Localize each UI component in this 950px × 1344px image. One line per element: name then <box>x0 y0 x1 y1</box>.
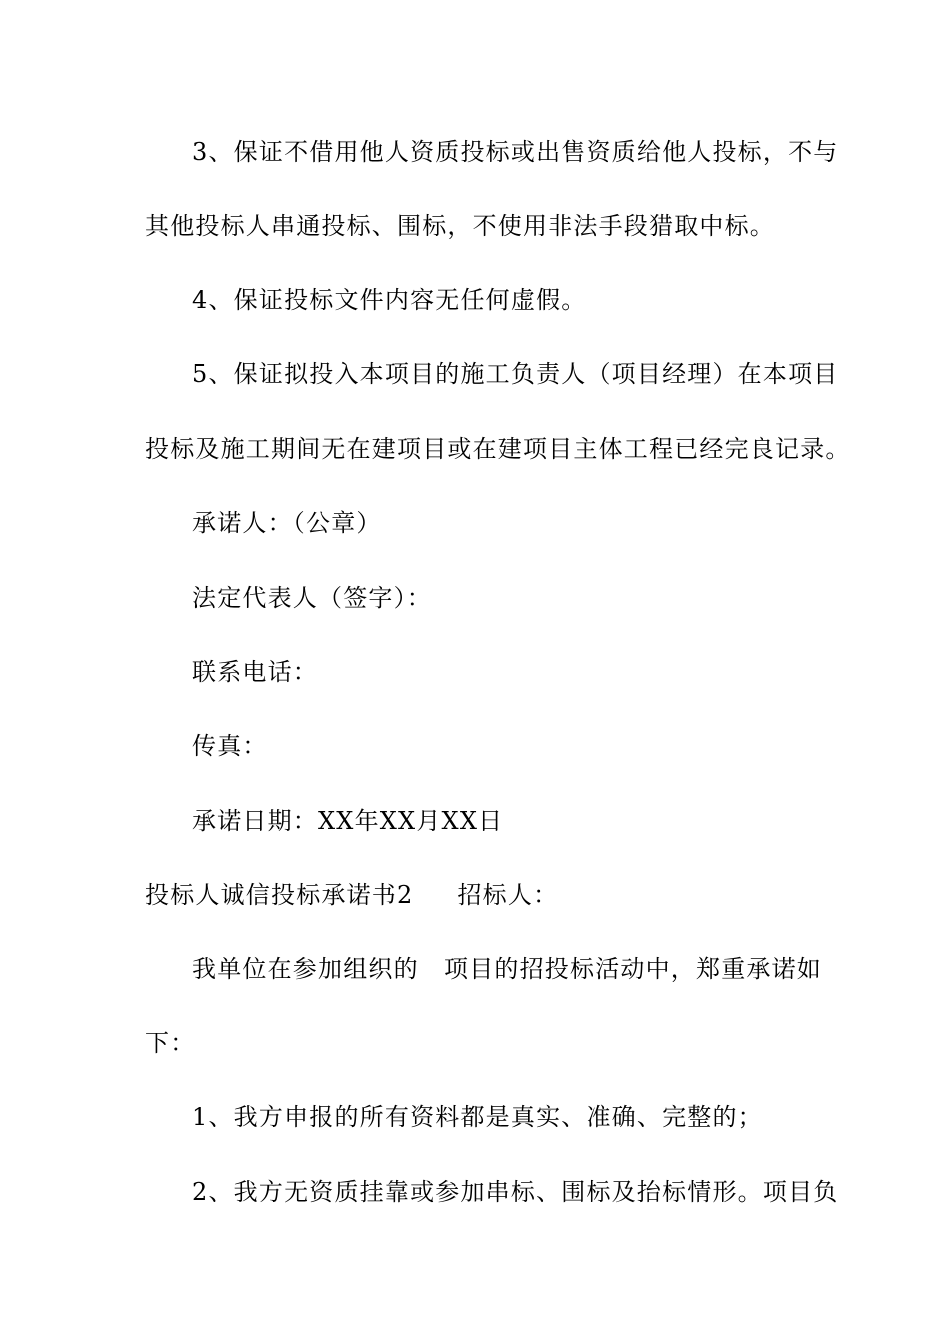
text-line: 1、我方申报的所有资料都是真实、准确、完整的； <box>192 1103 763 1131</box>
text-line: 其他投标人串通投标、围标，不使用非法手段猎取中标。 <box>145 212 775 240</box>
text-line: 3、保证不借用他人资质投标或出售资质给他人投标，不与 <box>192 138 839 166</box>
text-line: 我单位在参加组织的 项目的招投标活动中，郑重承诺如 <box>192 955 822 983</box>
commitment-date-line: 承诺日期：XX年XX月XX日 <box>192 807 504 835</box>
text-line: 投标及施工期间无在建项目或在建项目主体工程已经完良记录。 <box>145 435 851 463</box>
section-heading-line <box>145 879 558 911</box>
text-line: 4、保证投标文件内容无任何虚假。 <box>192 286 587 314</box>
fax-line: 传真： <box>192 732 268 760</box>
tenderer-label: 招标人： <box>457 881 559 909</box>
text-line: 下： <box>145 1029 196 1057</box>
signatory-line: 承诺人：（公章） <box>192 509 382 537</box>
text-line: 2、我方无资质挂靠或参加串标、围标及抬标情形。项目负 <box>192 1178 839 1206</box>
contact-phone-line: 联系电话： <box>192 658 318 686</box>
text-line: 5、保证拟投入本项目的施工负责人（项目经理）在本项目 <box>192 360 839 388</box>
section-title: 投标人诚信投标承诺书2 <box>145 881 414 909</box>
legal-representative-line: 法定代表人（签字）： <box>192 584 432 612</box>
